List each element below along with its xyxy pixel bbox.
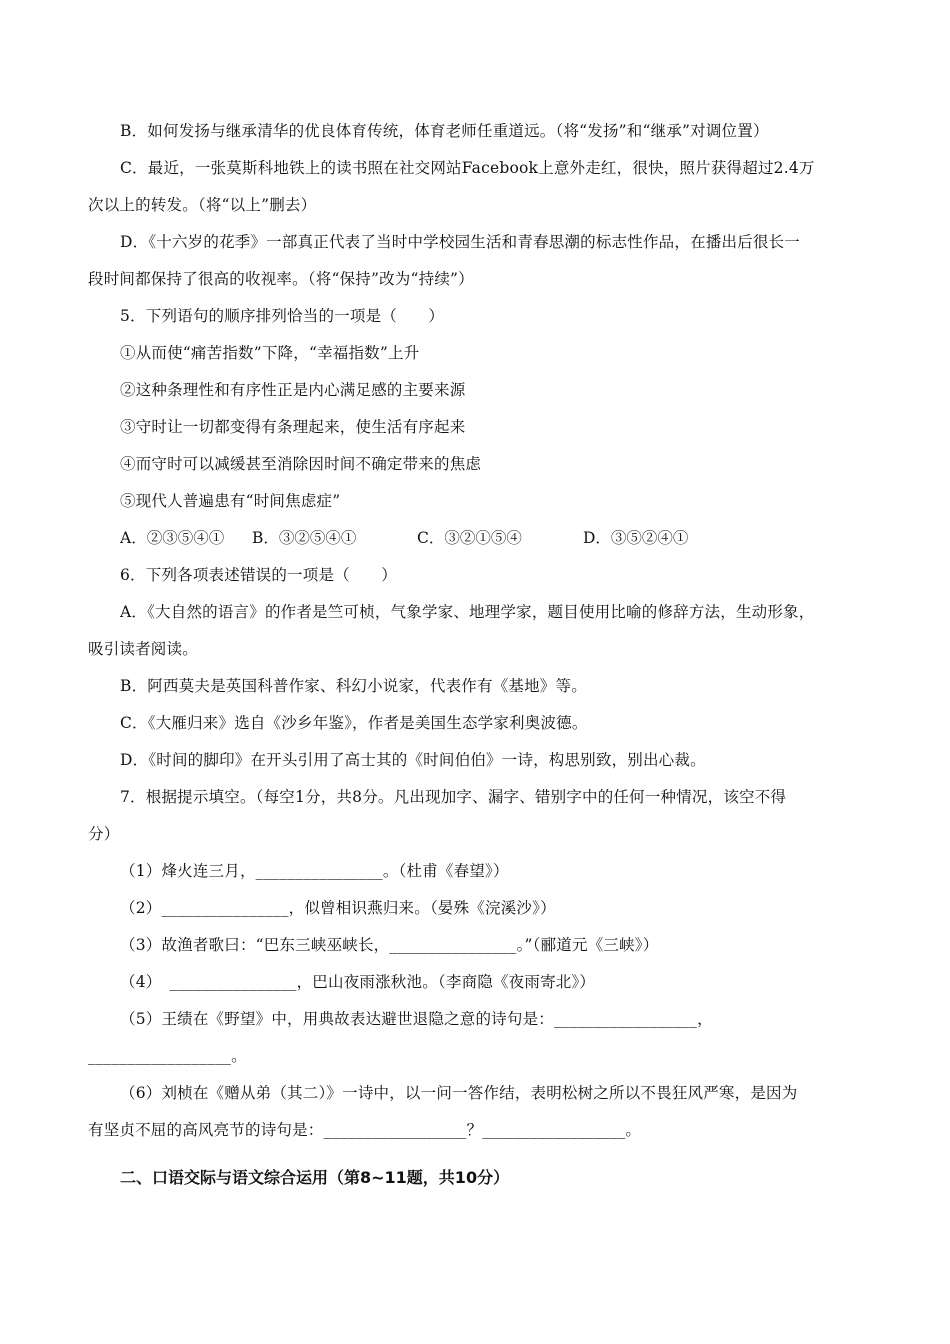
q5-stem: 5．下列语句的顺序排列恰当的一项是（ ）: [120, 307, 445, 325]
q6-option-c: C．《大雁归来》选自《沙乡年鉴》，作者是美国生态学家利奥波德。: [120, 714, 588, 732]
q7-item-4: （4） ________________，巴山夜雨涨秋池。（李商隐《夜雨寄北》）: [120, 973, 596, 991]
q5-sentence-4: ④而守时可以减缓甚至消除因时间不确定带来的焦虑: [120, 455, 482, 473]
q7-item-3: （3）故渔者歌曰：“巴东三峡巫峡长，________________。”（郦道元《三峡》）: [120, 936, 659, 954]
q6-option-d: D．《时间的脚印》在开头引用了高士其的《时间伯伯》一诗，构思别致，别出心裁。: [120, 751, 706, 769]
q6-option-a-line1: A．《大自然的语言》的作者是竺可桢，气象学家、地理学家，题目使用比喻的修辞方法，生动形象，: [120, 603, 815, 621]
q5-option-a: A．②③⑤④①: [120, 529, 225, 547]
q7-item-6-line1: （6）刘桢在《赠从弟（其二）》一诗中，以一问一答作结，表明松树之所以不畏狂风严寒，是因为: [120, 1084, 798, 1102]
q6-option-b: B．阿西莫夫是英国科普作家、科幻小说家，代表作有《基地》等。: [120, 677, 587, 695]
q5-sentence-1: ①从而使“痛苦指数”下降，“幸福指数”上升: [120, 344, 420, 362]
q5-option-b: B．③②⑤④①: [252, 529, 357, 547]
q5-sentence-5: ⑤现代人普遍患有“时间焦虑症”: [120, 492, 341, 510]
q6-option-a-line2: 吸引读者阅读。: [88, 640, 198, 658]
q5-option-d: D．③⑤②④①: [583, 529, 689, 547]
q7-item-1: （1）烽火连三月，________________。（杜甫《春望》）: [120, 862, 509, 880]
q4-option-c-line2: 次以上的转发。（将“以上”删去）: [88, 196, 317, 214]
q7-item-5-line2: __________________。: [88, 1047, 247, 1065]
q7-stem-line1: 7．根据提示填空。（每空1分，共8分。凡出现加字、漏字、错别字中的任何一种情况，该空不得: [120, 788, 787, 806]
q4-option-d-line2: 段时间都保持了很高的收视率。（将“保持”改为“持续”）: [88, 270, 474, 288]
q6-stem: 6．下列各项表述错误的一项是（ ）: [120, 566, 397, 584]
q5-sentence-2: ②这种条理性和有序性正是内心满足感的主要来源: [120, 381, 466, 399]
q5-option-c: C．③②①⑤④: [417, 529, 522, 547]
section-heading: 二、口语交际与语文综合运用（第8~11题，共10分）: [120, 1168, 510, 1187]
q4-option-d-line1: D．《十六岁的花季》一部真正代表了当时中学校园生活和青春思潮的标志性作品，在播出后很长一: [120, 233, 800, 251]
q5-sentence-3: ③守时让一切都变得有条理起来，使生活有序起来: [120, 418, 466, 436]
q7-item-5-line1: （5）王绩在《野望》中，用典故表达避世退隐之意的诗句是：__________________，: [120, 1010, 713, 1028]
q4-option-c-line1: C．最近，一张莫斯科地铁上的读书照在社交网站Facebook上意外走红，很快，照片获得超过2.4万: [120, 159, 815, 177]
q4-option-b: B．如何发扬与继承清华的优良体育传统，体育老师任重道远。（将“发扬”和“继承”对调位置）: [120, 122, 769, 140]
q7-item-2: （2）________________，似曾相识燕归来。（晏殊《浣溪沙》）: [120, 899, 556, 917]
q7-item-6-line2: 有坚贞不屈的高风亮节的诗句是：__________________？__________________。: [88, 1121, 642, 1139]
q7-stem-line2: 分）: [88, 825, 120, 843]
